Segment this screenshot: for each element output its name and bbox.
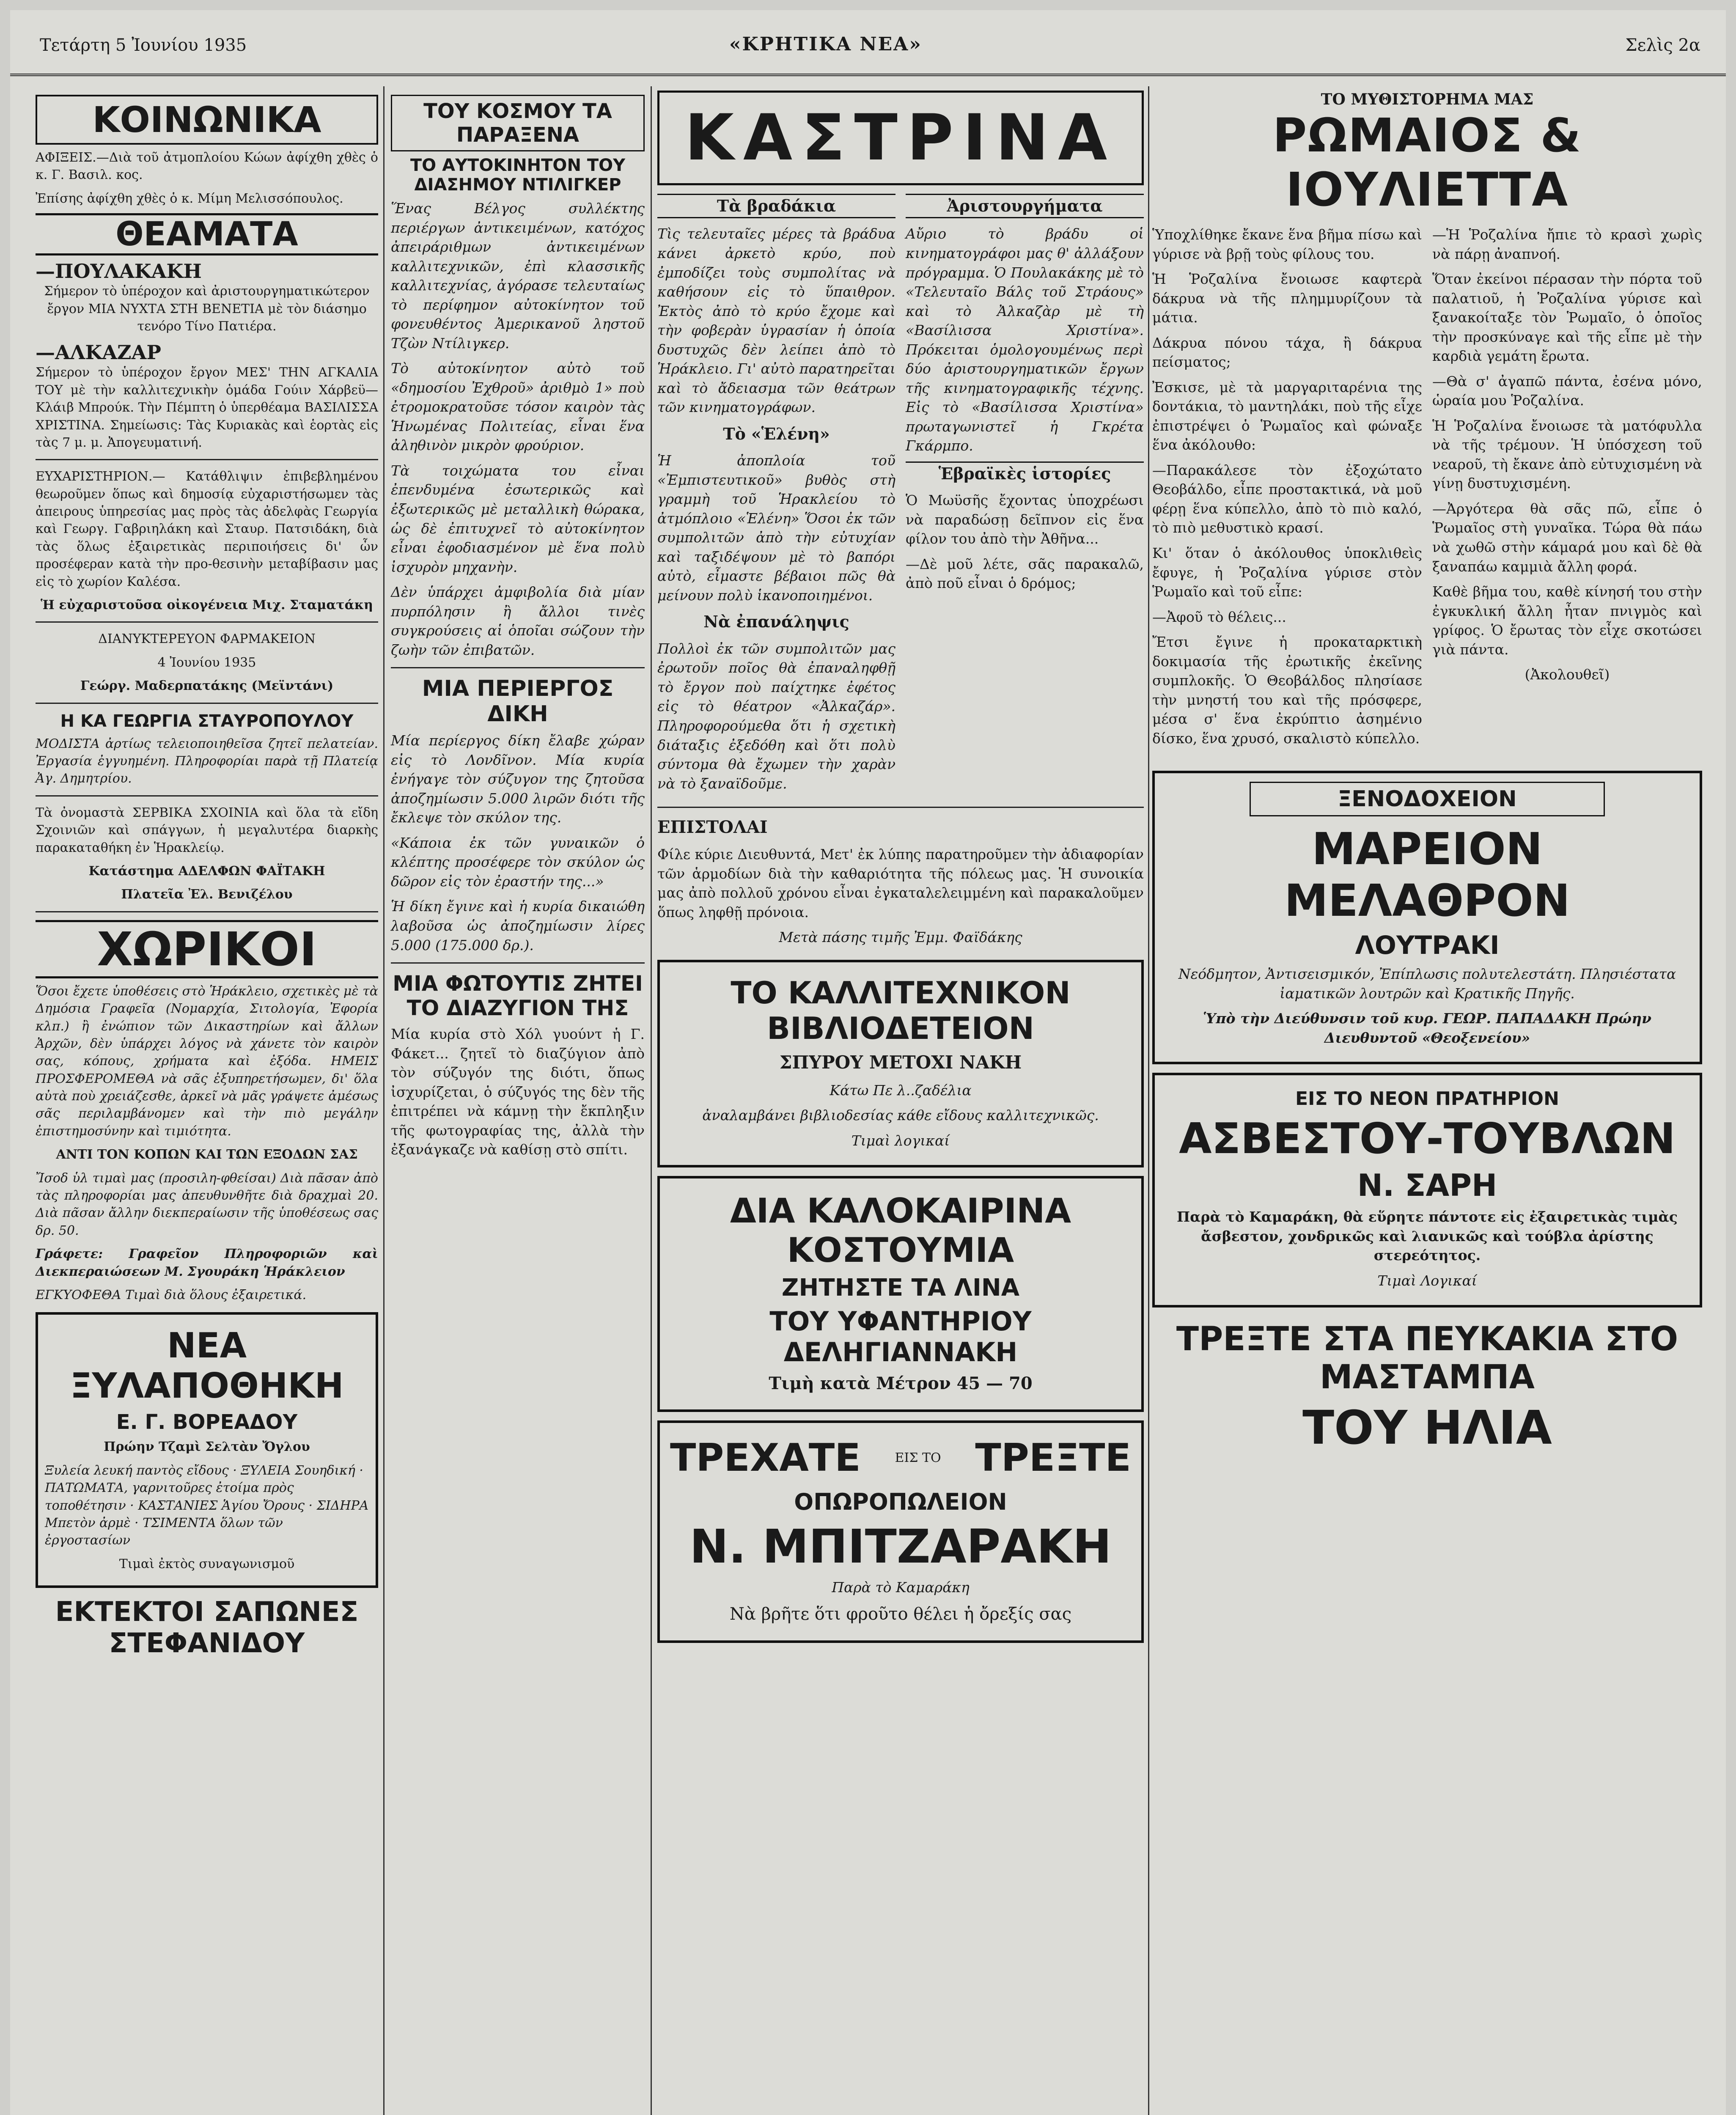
poulakaki-heading: —ΠΟΥΛΑΚΑΚΗ — [36, 260, 202, 283]
bookbinder-text: ἀναλαμβάνει βιβλιοδεσίας κάθε εἴδους καλλιτεχνικῶς. — [702, 1107, 1099, 1124]
hebrew-heading: Ἑβραϊκὲς ἱστορίες — [906, 461, 1144, 485]
serial-paragraph: —Ἡ Ῥοζαλίνα ἤπιε τὸ κρασὶ χωρὶς νὰ πάρῃ ἀναπνοή. — [1432, 226, 1702, 262]
fruit-shop: ΟΠΩΡΟΠΩΛΕΙΟΝ — [794, 1488, 1007, 1515]
letters-text: Φίλε κύριε Διευθυντά, Μετ' ἐκ λύπης παρατηροῦμεν τὴν ἀδιαφορίαν τῶν ἁρμοδίων διὰ τὴν καθαριότητα τῆς πόλεως μας. Ἡ συνοικία μας ἀπὸ πολλοῦ χρόνου εἶναι ἐγκαταλελειμμένη καὶ παρακαλοῦμεν ὅπως ληφθῇ πρόνοια. — [657, 846, 1144, 920]
lime-price: Τιμαὶ Λογικαί — [1377, 1272, 1477, 1289]
serial-columns — [1152, 225, 1702, 754]
hotel-label: ΞΕΝΟΔΟΧΕΙΟΝ — [1250, 782, 1605, 816]
alkazar-text: Σήμερον τὸ ὑπέροχον ἔργον ΜΕΣ' ΤΗΝ ΑΓΚΑΛΙΑ ΤΟΥ μὲ τὴν καλλιτεχνικὴν ὁμάδα Γούιν Χάρβεϋ—Κλάιβ Μπρούκ. Τὴν Πέμπτη ὁ ὑπερθέαμα ΒΑΣΙΛΙΣΣΑ ΧΡΙΣΤΙΝΑ. Σημείωσις: Τὰς Κυριακὰς καὶ ἑορτὰς εἰς τὰς 7 μ. μ. Ἀπογευματινή. — [36, 365, 378, 450]
world-oddities-heading: ΤΟΥ ΚΟΣΜΟΥ ΤΑ ΠΑΡΑΞΕΝΑ — [391, 95, 645, 151]
column-4 — [1152, 91, 1702, 2115]
pine-ad-title: ΤΡΕΞΤΕ ΣΤΑ ΠΕΥΚΑΚΙΑ ΣΤΟ ΜΑΣΤΑΜΠΑ — [1176, 1320, 1678, 1396]
divider — [36, 621, 378, 623]
column-1 — [36, 91, 378, 2115]
photo-text: Μία κυρία στὸ Χόλ γυούντ ἡ Γ. Φάκετ... ζητεῖ τὸ διαζύγιον ἀπὸ τὸν σύζυγόν της διότι, ὅπως ἰσχυρίζεται, ὁ σύζυγός της δὲν τῆς ἐπιτρέπει νὰ κάμνῃ τὴν ἔκπληξιν τῆς φωτογραφίας της, ἀλλὰ τὴν ἐξανάγκαζε νὰ καθίσῃ στὸ σπίτι. — [391, 1026, 645, 1158]
lime-ad — [1152, 1073, 1702, 1307]
ropes-shop: Κατάστημα ΑΔΕΛΦΩΝ ΦΑΪΤΑΚΗ — [88, 863, 325, 879]
serial-paragraph: Ἡ Ῥοζαλίνα ἔνοιωσε καφτερὰ δάκρυα νὰ τῆς πλημμυρίζουν τὰ μάτια. — [1152, 271, 1422, 326]
pharmacy-name: Γεώργ. Μαδερπατάκης (Μεϊντάνι) — [80, 678, 334, 694]
suits-maker: ΤΟΥ ΥΦΑΝΤΗΡΙΟΥ ΔΕΛΗΓΙΑΝΝΑΚΗ — [769, 1305, 1032, 1368]
villagers-heading: ΧΩΡΙΚΟΙ — [36, 920, 378, 978]
serial-paragraph: Ἐσκισε, μὲ τὰ μαργαριταρένια της δοντάκια, τὸ μαντηλάκι, ποὺ τῆς εἶχε ἐπιστρέψει ὁ Ῥωμαῖος καὶ φώναξε ἕνα ἀκόλουθο: — [1152, 379, 1422, 453]
alkazar-heading: —ΑΛΚΑΖΑΡ — [36, 341, 161, 364]
column-divider — [1148, 86, 1149, 2115]
car-text: Τὸ αὐτοκίνητον αὐτὸ τοῦ «δημοσίου Ἐχθροῦ» ἀριθμὸ 1» ποὺ ἐτρομοκρατοῦσε τόσον καιρὸν τὰς Ἡνωμένας Πολιτείας, εἶναι ἕνα ἀληθινὸν μικρὸν φρούριον. — [391, 360, 645, 454]
serial-title: ΡΩΜΑΙΟΣ & ΙΟΥΛΙΕΤΤΑ — [1272, 108, 1582, 217]
evenings-heading: Τὰ βραδάκια — [657, 194, 895, 218]
divider — [36, 795, 378, 797]
serial-paragraph: —Θὰ σ' ἀγαπῶ πάντα, ἐσένα μόνο, ὡραία μου Ῥοζαλίνα. — [1432, 373, 1702, 409]
pharmacy-heading: ΔΙΑΝΥΚΤΕΡΕΥΟΝ ΦΑΡΜΑΚΕΙΟΝ — [98, 632, 316, 647]
car-heading: ΤΟ ΑΥΤΟΚΙΝΗΤΟΝ ΤΟΥ ΔΙΑΣΗΜΟΥ ΝΤΙΛΙΓΚΕΡ — [410, 156, 626, 195]
kastrina-heading: ΚΑΣΤΡΙΝΑ — [657, 91, 1144, 185]
photo-heading: ΜΙΑ ΦΩΤΟΥΤΙΣ ΖΗΤΕΙ ΤΟ ΔΙΑΖΥΓΙΟΝ ΤΗΣ — [393, 971, 643, 1021]
poulakaki-text: Σήμερον τὸ ὑπέροχον καὶ ἀριστουργηματικώτερον ἔργον ΜΙΑ ΝΥΧΤΑ ΣΤΗ ΒΕΝΕΤΙΑ μὲ τὸν διάσημο τενόρο Τίνο Πατιέρα. — [44, 284, 370, 334]
divider — [36, 459, 378, 460]
fruit-run-right: ΤΡΕΞΤΕ — [975, 1435, 1131, 1480]
serial-label: ΤΟ ΜΥΘΙΣΤΟΡΗΜΑ ΜΑΣ — [1321, 91, 1534, 108]
lime-title: ΑΣΒΕΣΤΟΥ-ΤΟΥΒΛΩΝ — [1179, 1114, 1676, 1164]
suits-heading: ΔΙΑ ΚΑΛΟΚΑΙΡΙΝΑ ΚΟΣΤΟΥΜΙΑ — [730, 1191, 1071, 1270]
hotel-text: Νεόδμητον, Ἀντισεισμικόν, Ἐπίπλωσις πολυτελεστάτη. Πλησιέστατα ἰαματικῶν λουτρῶν καὶ Κρατικῆς Πηγῆς. — [1178, 966, 1676, 1002]
ropes-text: Τὰ ὀνομαστὰ ΣΕΡΒΙΚΑ ΣΧΟΙΝΙΑ καὶ ὅλα τὰ εἴδη Σχοινιῶν καὶ σπάγγων, ἡ μεγαλυτέρα διαρκὴς παρακαταθήκη ἐν Ἡρακλείῳ. — [36, 805, 378, 855]
page-number: Σελὶς 2α — [1625, 36, 1700, 55]
hotel-name: ΜΑΡΕΙΟΝ ΜΕΛΑΘΡΟΝ — [1284, 823, 1570, 927]
column-3 — [657, 91, 1144, 2115]
car-text: Τὰ τοιχώματα του εἶναι ἐπενδυμένα ἐσωτερικῶς καὶ ἐξωτερικῶς μὲ μεταλλικὴ θώρακα, ὡς δὲ ἐπιτυχνεῖ τὸ αὐτοκίνητον εἶναι ἐφοδιασμένον μὲ ἕνα πολὺ ἰσχυρὸν μηχανὴν. — [391, 462, 645, 575]
fruit-text: Νὰ βρῆτε ὅτι φροῦτο θέλει ἡ ὄρεξίς σας — [729, 1604, 1072, 1624]
lime-text: Παρὰ τὸ Καμαράκη, θὰ εὕρητε πάντοτε εἰς ἐξαιρετικὰς τιμὰς ἄσβεστον, χονδρικῶς καὶ λιανικῶς καὶ τούβλα ἀρίστης στερεότητος. — [1176, 1209, 1678, 1264]
timber-items: Ξυλεία λευκή παντὸς εἴδους · ΞΥΛΕΙΑ Σουηδική · ΠΑΤΩΜΑΤΑ, γαρνιτοῦρες ἐτοίμα πρὸς τοποθέτησιν · ΚΑΣΤΑΝΙΕΣ Ἁγίου Ὄρους · ΣΙΔΗΡΑ Μπετὸν ἀρμὲ · ΤΣΙΜΕΝΤΑ ὅλων τῶν ἐργοστασίων — [45, 1463, 369, 1548]
divider — [36, 703, 378, 704]
column-2 — [391, 91, 645, 2115]
suits-subheading: ΖΗΤΗΣΤΕ ΤΑ ΛΙΝΑ — [781, 1274, 1020, 1302]
serial-paragraph: Καθὲ βῆμα του, καθὲ κίνησή του στὴν ἐγκυκλική ἄλλη ἦταν πνιγμὸς καὶ γρίφος. Ὁ ἔρωτας τὸν εἶχε σκοτώσει γιὰ πάντα. — [1432, 583, 1702, 658]
serial-right — [1432, 225, 1702, 754]
serial-paragraph: Ἡ Ῥοζαλίνα ἔνοιωσε τὰ ματόφυλλα νὰ τῆς τρέμουν. Ἡ ὑπόσχεση τοῦ νεαροῦ, τὴ ἔκανε ἀπὸ εὐτυχισμένη νὰ γίνῃ δυστυχισμένη. — [1432, 417, 1702, 492]
kastrina-left — [657, 194, 895, 799]
hotel-place: ΛΟΥΤΡΑΚΙ — [1355, 931, 1500, 961]
trial-heading: ΜΙΑ ΠΕΡΙΕΡΓΟΣ ΔΙΚΗ — [422, 676, 614, 727]
serial-left — [1152, 225, 1422, 754]
bookbinder-address: Κάτω Πε λ..ζαδέλια — [830, 1082, 972, 1099]
soaps-ad: ΕΚΤΕΚΤΟΙ ΣΑΠΩΝΕΣ ΣΤΕΦΑΝΙΔΟΥ — [55, 1596, 359, 1659]
bookbinder-price: Τιμαὶ λογικαί — [851, 1132, 950, 1149]
letters-heading: ΕΠΙΣΤΟΛΑΙ — [657, 817, 768, 838]
suits-price: Τιμὴ κατὰ Μέτρον 45 — 70 — [769, 1373, 1033, 1393]
bookbinder-owner: ΣΠΥΡΟΥ ΜΕΤΟΧΙ ΝΑΚΗ — [779, 1052, 1022, 1073]
serial-continued: (Ἀκολουθεῖ) — [1524, 666, 1610, 683]
timber-prices: Τιμαὶ ἐκτὸς συναγωνισμοῦ — [119, 1556, 295, 1571]
lime-owner: Ν. ΣΑΡΗ — [1357, 1167, 1497, 1203]
villagers-office: Γράφετε: Γραφεῖον Πληροφοριῶν καὶ Διεκπεραιώσεων Μ. Σγουράκη Ἡράκλειον — [36, 1247, 378, 1279]
timber-address: Πρώην Τζαμὶ Σελτὰν Ὄγλου — [104, 1439, 310, 1455]
fruit-ad — [657, 1420, 1144, 1643]
newspaper-page — [10, 10, 1726, 2115]
serial-paragraph: Ὅταν ἐκείνοι πέρασαν τὴν πόρτα τοῦ παλατιοῦ, ἡ Ῥοζαλίνα γύρισε καὶ ξανακοίταξε τὸν Ῥωμαῖο, ὁ ὁποῖος τὴν προσκύναγε καὶ τῆς εἶπε μὲ τὴν καρδιὰ γεμάτη ἔρωτα. — [1432, 271, 1702, 365]
fruit-run-mid: ΕΙΣ ΤΟ — [895, 1450, 941, 1465]
arrivals-text: ΑΦΙΞΕΙΣ.—Διὰ τοῦ ἀτμοπλοίου Κώων ἀφίχθη χθὲς ὁ κ. Γ. Βασιλ. κος. — [36, 150, 378, 183]
column-divider — [651, 86, 652, 2115]
bookbinder-ad — [657, 960, 1144, 1167]
serial-paragraph: Ἔτσι ἔγινε ἡ προκαταρκτικὴ δοκιμασία τῆς ἐρωτικῆς ἐκεῖνης συμπλοκῆς. Ὁ Θεοβάλδος πλησίασε τὴν μνηστή του καὶ τῆς πρόσφερε, μέσα σ' ἕνα ἐκρύπτιο ἀσημένιο δίσκο, ἕνα χρυσό, σκαλιστὸ κύπελλο. — [1152, 634, 1422, 747]
car-text: Ἕνας Βέλγος συλλέκτης περιέργων ἀντικειμένων, κατόχος ἀπειράριθμων ἀντικειμένων καλλιτεχνικῶν, ἐπὶ κλασσικῆς καλλιτεχνίας, ἀγόρασε τελευταίως τὸ περίφημον αὐτοκίνητον τοῦ φονευθέντος Ἀμερικανοῦ ληστοῦ Τζὼν Ντίλιγκερ. — [391, 200, 645, 352]
divider — [36, 911, 378, 912]
hotel-owner: Ὑπὸ τὴν Διεύθυνσιν τοῦ κυρ. ΓΕΩΡ. ΠΑΠΑΔΑΚΗ Πρώην Διευθυντοῦ «Θεοξενείου» — [1203, 1010, 1652, 1046]
fruit-address: Παρὰ τὸ Καμαράκη — [832, 1579, 970, 1596]
departures-text: Ἐπίσης ἀφίχθη χθὲς ὁ κ. Μίμη Μελισσόπουλος. — [36, 191, 343, 206]
villagers-fees: Ἴσοδ ὑλ τιμαὶ μας (προσιλη-φθείσαι) Διὰ πᾶσαν ἀπὸ τὰς πληροφορίαι μας ἀπευθυνθῆτε διὰ δραχμαὶ 20. Διὰ πᾶσαν ἄλλην διεκπεραίωσιν τῆς ὑποθέσεως σας δρ. 50. — [36, 1170, 378, 1238]
thanks-signature: Ἡ εὐχαριστοῦσα οἰκογένεια Μιχ. Σταματάκη — [41, 598, 373, 613]
newspaper-title: «ΚΡΗΤΙΚΑ ΝΕΑ» — [729, 33, 922, 55]
issue-date: Τετάρτη 5 Ἰουνίου 1935 — [40, 36, 247, 55]
fruit-owner: Ν. ΜΠΙΤΖΑΡΑΚΗ — [689, 1519, 1112, 1574]
lime-label: ΕΙΣ ΤΟ ΝΕΟΝ ΠΡΑΤΗΡΙΟΝ — [1295, 1088, 1559, 1110]
letters-signature: Μετὰ πάσης τιμῆς Ἐμμ. Φαϊδάκης — [779, 929, 1022, 946]
hebrew-text: Ὁ Μωϋσῆς ἔχοντας ὑποχρέωσι νὰ παραδώσῃ δεῖπνον εἰς ἕνα φίλον του ἀπὸ τὴν Ἀθῆνα... — [906, 492, 1144, 547]
divider — [657, 807, 1144, 808]
villagers-text: Ὅσοι ἔχετε ὑποθέσεις στὸ Ἡράκλειο, σχετικὲς μὲ τὰ Δημόσια Γραφεῖα (Νομαρχία, Σιτολογία, Ἐφορία κλπ.) ἢ ἐνώπιον τῶν Δικαστηρίων καὶ ἄλλων Ἀρχῶν, δὲν ὑπάρχει λόγος νὰ χάνετε τὸν καιρὸν σας, κόπους, χρήματα καὶ ἐξόδα. ΗΜΕΙΣ ΠΡΟΣΦΕΡΟΜΕΘΑ νὰ σᾶς ἐξυπηρετήσωμεν, δι' ὅλα αὐτὰ ποὺ χρειάζεσθε, ἀρκεῖ νὰ μᾶς γράψετε ἀμέσως σᾶς περιλαμβάνομεν καὶ τὴν πιὸ μεγάλην ἐπιστημοσύνην καὶ τιμιότητα. — [36, 983, 378, 1139]
trial-text: Μία περίεργος δίκη ἔλαβε χώραν εἰς τὸ Λονδῖνον. Μία κυρία ἐνήγαγε τὸν σύζυγον της ζητοῦσα ἀποζημίωσιν 5.000 λιρῶν διότι τῆς ἔκλεψε τὸν σκύλον της. — [391, 732, 645, 826]
stauropoulou-text: ΜΟΔΙΣΤΑ ἀρτίως τελειοποιηθεῖσα ζητεῖ πελατείαν. Ἐργασία ἐγγυημένη. Πληροφορίαι παρὰ τῇ Πλατείᾳ Ἀγ. Δημητρίου. — [36, 736, 378, 786]
trial-text: Ἡ δίκη ἔγινε καὶ ἡ κυρία δικαιώθη λαβοῦσα ὡς ἀποζημίωσιν λίρες 5.000 (175.000 δρ.). — [391, 898, 645, 953]
masthead — [10, 10, 1726, 76]
villagers-coupon: ΑΝΤΙ ΤΟΝ ΚΟΠΩΝ ΚΑΙ ΤΩΝ ΕΞΟΔΩΝ ΣΑΣ — [56, 1147, 358, 1162]
car-text: Δὲν ὑπάρχει ἀμφιβολία διὰ μίαν πυρπόλησιν ἢ ἄλλοι τινὲς συγκρούσεις αἱ ὁποῖαι σώζουν τὴν ζωὴν τῶν ἐπιβατῶν. — [391, 584, 645, 658]
social-heading: ΚΟΙΝΩΝΙΚΑ — [36, 95, 378, 145]
serial-paragraph: —Παρακάλεσε τὸν ἐξοχώτατο Θεοβάλδο, εἶπε προστακτικά, νὰ μοῦ φέρῃ ἕνα κύπελλο, ἀπὸ τὸ πιὸ καλό, τὸ πιὸ μεθυστικὸ κρασί. — [1152, 461, 1422, 536]
masterpieces-heading: Ἀριστουργήματα — [906, 194, 1144, 218]
kastrina-columns — [657, 194, 1144, 799]
pine-ad-owner: ΤΟΥ ΗΛΙΑ — [1302, 1400, 1552, 1455]
reunion-text: Πολλοὶ ἐκ τῶν συμπολιτῶν μας ἐρωτοῦν ποῖος θὰ ἐπαναληφθῇ τὸ ἔργον ποὺ παίχτηκε ἐφέτος εἰς τὸ θέατρον «Ἀλκαζάρ». Πληροφορούμεθα ὅτι ἡ σχετικὴ διάταξις ἐξεδόθη καὶ ὅτι πολὺ σύντομα θὰ ἔχωμεν τὴν χαρὰν νὰ τὸ ξαναϊδοῦμε. — [657, 640, 895, 792]
theatres-heading: ΘΕΑΜΑΤΑ — [36, 213, 378, 255]
timber-ad — [36, 1312, 378, 1588]
reunion-heading: Νὰ ἐπανάληψις — [703, 612, 849, 632]
serial-paragraph: —Ἀφοῦ τὸ θέλεις... — [1152, 608, 1286, 625]
trial-text: «Κάποια ἐκ τῶν γυναικῶν ὁ κλέπτης προσέφερε τὸν σκύλον ὡς δῶρον εἰς τὸν ἐραστήν της...» — [391, 834, 645, 890]
villagers-note: ΕΓΚΥΟΦΕΘΑ Τιμαὶ διὰ ὅλους ἐξαιρετικά. — [36, 1287, 307, 1302]
fruit-run-left: ΤΡΕΧΑΤΕ — [670, 1435, 861, 1480]
column-divider — [383, 86, 385, 2115]
serial-paragraph: Κι' ὅταν ὁ ἀκόλουθος ὑποκλιθεὶς ἔφυγε, ἡ Ῥοζαλίνα γύρισε στὸν Ῥωμαῖο καὶ τοῦ εἶπε: — [1152, 544, 1422, 600]
elenh-heading: Τὸ «Ἑλένη» — [723, 424, 830, 443]
ropes-address: Πλατεῖα Ἐλ. Βενιζέλου — [121, 887, 293, 902]
stauropoulou-heading: Η ΚΑ ΓΕΩΡΓΙΑ ΣΤΑΥΡΟΠΟΥΛΟΥ — [60, 711, 354, 731]
kastrina-right — [906, 194, 1144, 799]
suits-ad — [657, 1176, 1144, 1412]
serial-paragraph: —Ἀργότερα θὰ σᾶς πῶ, εἶπε ὁ Ῥωμαῖος στὴ γυναῖκα. Τώρα θὰ πάω νὰ χωθῶ στὴν κάμαρά μου καὶ δὲ θὰ ξαναπάω καμμιὰ ἄλλη φορά. — [1432, 500, 1702, 575]
pharmacy-date: 4 Ἰουνίου 1935 — [157, 655, 256, 670]
serial-paragraph: Δάκρυα πόνου τάχα, ἢ δάκρυα πείσματος; — [1152, 334, 1422, 371]
masterpieces-text: Αὔριο τὸ βράδυ οἱ κινηματογράφοι μας θ' ἀλλάξουν πρόγραμμα. Ὁ Πουλακάκης μὲ τὸ «Τελευταῖο Βάλς τοῦ Στράους» καὶ τὸ Ἀλκαζὰρ μὲ τὴ «Βασίλισσα Χριστίνα». Πρόκειται ὁμολογουμένως περὶ δύο ἀριστουργηματικῶν ἔργων τῆς κινηματογραφικῆς τέχνης. Εἰς τὸ «Βασίλισσα Χριστίνα» πρωταγωνιστεῖ ἡ Γκρέτα Γκάρμπο. — [906, 225, 1144, 454]
hebrew-dialog: —Δὲ μοῦ λέτε, σᾶς παρακαλῶ, ἀπὸ ποῦ εἶναι ὁ δρόμος; — [906, 555, 1144, 592]
bookbinder-heading: ΤΟ ΚΑΛΛΙΤΕΧΝΙΚΟΝ ΒΙΒΛΙΟΔΕΤΕΙΟΝ — [731, 975, 1071, 1046]
divider — [391, 962, 645, 964]
fruit-run-row — [670, 1431, 1131, 1484]
evenings-text: Τὶς τελευταῖες μέρες τὰ βράδυα κάνει ἀρκετὸ κρύο, ποὺ ἐμποδίζει τοὺς συμπολίτας νὰ καθήσουν εἰς τὸ ὕπαιθρον. Ἐκτὸς ἀπὸ τὸ κρύο ἔχομε καὶ τὴν φοβερὰν ὑγρασίαν ἡ ὁποία δυστυχῶς δὲν λείπει ἀπὸ τὸ Ἡράκλειο. Γι' αὐτὸ παρατηρεῖται καὶ τὸ ἄδειασμα τῶν θεάτρων τῶν κινηματογράφων. — [657, 225, 895, 416]
serial-paragraph: Ὑποχλίθηκε ἔκανε ἕνα βῆμα πίσω καὶ γύρισε νὰ βρῇ τοὺς φίλους του. — [1152, 226, 1422, 262]
hotel-ad — [1152, 771, 1702, 1064]
divider — [391, 667, 645, 668]
timber-owner: Ε. Γ. ΒΟΡΕΑΔΟΥ — [116, 1410, 298, 1434]
timber-heading: ΝΕΑ ΞΥΛΑΠΟΘΗΚΗ — [70, 1326, 344, 1406]
thanks-text: ΕΥΧΑΡΙΣΤΗΡΙΟΝ.— Κατάθλιψιν ἐπιβεβλημένου θεωροῦμεν ὅπως καὶ δημοσίᾳ εὐχαριστήσωμεν τὰς ἀπειρους ὑπηρεσίας μας πρὸς τὰς ἀδελφὰς Γεωργία καὶ Γεωργ. Γαβριηλάκη καὶ Σταυρ. Πατσιδάκη, διὰ τὰς ὅλως ἐξαιρετικὰς περιποιήσεις δι' ὧν προσέφεραν κατὰ τὴν προ-θεσινὴν μεταβίβασιν μας εἰς τὸ χωρίον Καλέσα. — [36, 469, 378, 589]
elenh-text: Ἡ ἀποπλοία τοῦ «Ἐμπιστευτικοῦ» βυθὸς στὴ γραμμὴ τοῦ Ἡρακλείου τὸ ἀτμόπλοιο «Ἑλένη» Ὅσοι ἐκ τῶν συμπολιτῶν ἀπὸ τὴν εὐτυχίαν καὶ ταξιδέψουν μὲ τὸ βαπόρι αὐτὸ, εἶμαστε βέβαιοι πῶς θὰ μείνουν πολὺ ἱκανοποιημένοι. — [657, 452, 895, 604]
